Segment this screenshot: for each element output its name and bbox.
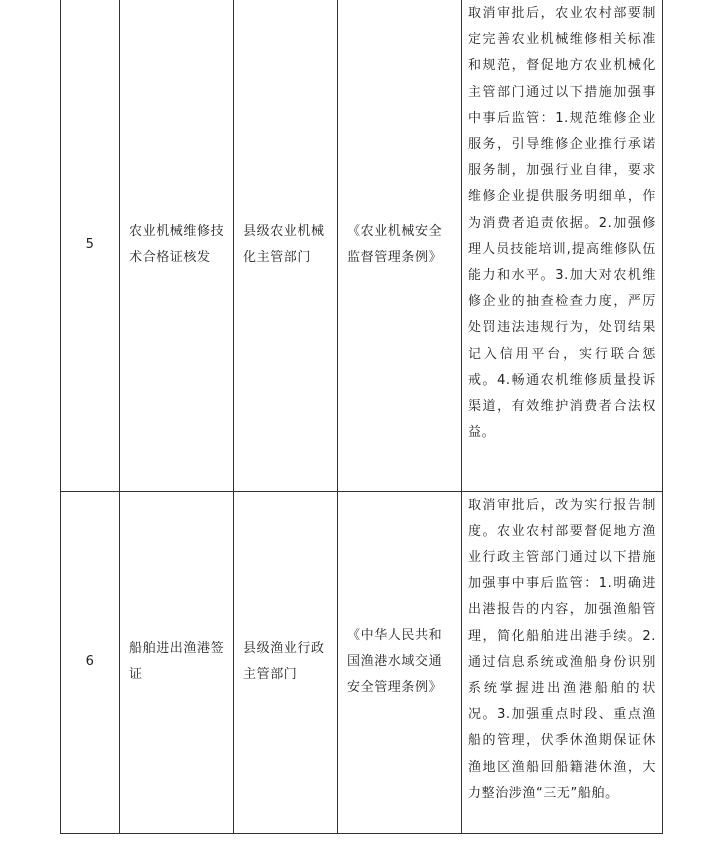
- implementing-authority: 县级渔业行政主管部门: [234, 491, 338, 833]
- implementing-authority: 县级农业机械化主管部门: [234, 0, 338, 491]
- legal-basis: 《农业机械安全监督管理条例》: [338, 0, 462, 491]
- supervision-measures: 取消审批后，改为实行报告制度。农业农村部要督促地方渔业行政主管部门通过以下措施加强事中事后监管：1.明确进出港报告的内容，加强渔船管理，简化船舶进出港手续。2.通过信息系统或渔船身份识别系统掌握进出渔港船舶的状况。3.加强重点时段、重点渔船的管理，伏季休渔期保证休渔地区渔船回船籍港休渔，大力整治涉渔“三无”船舶。: [462, 491, 663, 833]
- row-index: 6: [61, 491, 120, 833]
- row-index: 5: [61, 0, 120, 491]
- item-name: 船舶进出渔港签证: [120, 491, 234, 833]
- approval-items-table: [60, 0, 663, 834]
- table-row: [61, 0, 663, 491]
- supervision-measures: 取消审批后，农业农村部要制定完善农业机械维修相关标准和规范，督促地方农业机械化主管部门通过以下措施加强事中事后监管：1.规范维修企业服务，引导维修企业推行承诺服务制，加强行业自律，要求维修企业提供服务明细单，作为消费者追责依据。2.加强修理人员技能培训,提高维修队伍能力和水平。3.加大对农机维修企业的抽查检查力度，严厉处罚违法违规行为，处罚结果记入信用平台，实行联合惩戒。4.畅通农机维修质量投诉渠道，有效维护消费者合法权益。: [462, 0, 663, 491]
- legal-basis: 《中华人民共和国渔港水域交通安全管理条例》: [338, 491, 462, 833]
- table-row: [61, 491, 663, 833]
- item-name: 农业机械维修技术合格证核发: [120, 0, 234, 491]
